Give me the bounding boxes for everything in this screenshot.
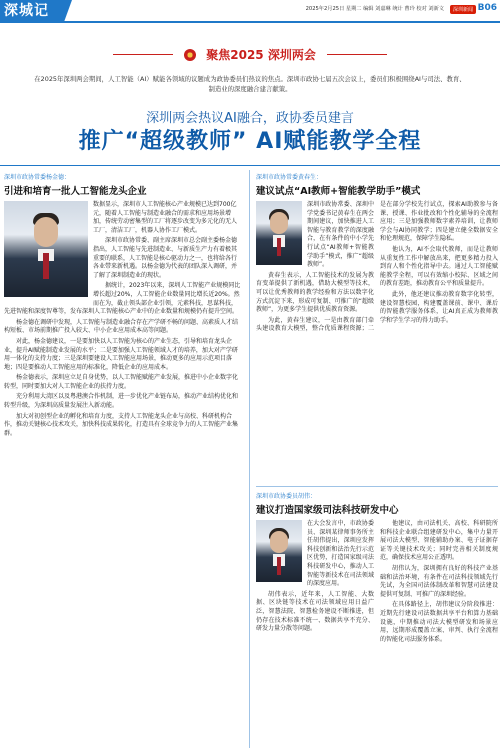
- masthead: [0, 0, 500, 22]
- intro-paragraph: 在2025年深圳两会期间，人工智能（AI）赋能各领域的议题成为政协委员们热议的焦点。深圳市政协七届五次会议上，委员们积极围绕AI与司法、教育、制造业的深度融合建言献策。: [34, 75, 466, 93]
- topic-label: 聚焦2025 深圳两会: [206, 48, 316, 62]
- article-title: 建议试点“AI教师+智能教学助手”模式: [256, 186, 421, 197]
- article-right-bottom: [256, 486, 498, 748]
- paragraph: 数据显示，深圳市人工智能核心产业规模已达到700亿元，随着人工智能与制造业融合的需求和应用场景增加，传统劳动密集型的工厂将逐步改变为多元化的无人工厂，清洁工厂，机器人协作工厂模式。: [93, 201, 238, 234]
- paragraph: 加大对初创型企业的孵化和培育力度，支持人工智能龙头企业与高校、科研机构合作，推动关键核心技术攻关，加快科技成果转化，打造具有全球竞争力的人工智能产业集群。: [4, 412, 239, 437]
- emblem-icon: [184, 49, 196, 61]
- paragraph: 深圳市政协常委、副主席深圳市总会副主委杨金德指出，人工智能与先进制造业、与新质生产力有着极其重要的联系，人工智能是核心驱动力之一，也将给各行各业带来新机遇。以杨金德为代表的团队深入调研，并了解了深圳制造业的现状。: [93, 237, 238, 279]
- paragraph: 黄春生表示，人工智能技术的发展为教育变革提供了新机遇，借助大模型等技术，可以让优秀教师的教学经验和方法以数字化方式沉淀下来，形成可复制、可推广的“超级教师”，为更多学生提供优质教育资源。: [256, 271, 374, 314]
- paragraph: 杨金德在调研中发现，人工智能与制造业融合存在产学研不畅的问题、高素质人才结构短板、市场前期推广投入较大、中小企业应用成本高等问题。: [4, 318, 239, 335]
- photo-face: [34, 217, 58, 247]
- photo-face: [270, 531, 288, 553]
- photo-tie: [277, 238, 281, 256]
- topic-deco-right: [327, 54, 387, 55]
- article-byline: 深圳市政协委员胡伟：: [256, 493, 317, 500]
- paragraph: 为此，黄春生建议，一是由教育部门牵头建设教育大模型，整合优质课程资源；二是在部分学校先行试点，探索AI助教参与备课、授课、作业批改和个性化辅导的全流程应用；三是加强教师数字素养培训，让教师学会与AI协同教学；四是建立健全数据安全和伦理规范，保障学生隐私。: [256, 201, 498, 333]
- edition-badge: 深圳新闻: [450, 5, 476, 14]
- article-right-top: [256, 172, 498, 476]
- photo-tie: [277, 557, 281, 575]
- article-title: 建议打造国家级司法科技研发中心: [256, 505, 399, 516]
- article-body: [256, 520, 498, 644]
- masthead-rule: [0, 21, 500, 23]
- paragraph: 他建议，由司法机关、高校、科研院所和科技企业联合组建研发中心，集中力量开展司法大模型、智能辅助办案、电子证据存证等关键技术攻关；同时完善相关制度规范，确保技术应用公正透明。: [380, 520, 498, 562]
- paragraph: 在大会发言中，市政协委员、深圳某律师事务所主任胡伟提出，深圳应发挥科技创新和法治先行示范区优势，打造国家级司法科技研发中心，推动人工智能等新技术在司法领域的深度应用。: [307, 520, 374, 588]
- headline-main: 推广“超级教师” AI赋能教学全程: [78, 129, 422, 154]
- paragraph: 深圳市政协常委、深圳中学党委书记黄春生在两会期间建议，加快推进人工智能与教育教学的深度融合，在有条件的中小学先行试点“AI教师+智能教学助手”模式，推广“超级教师”。: [307, 201, 374, 269]
- portrait-photo: [256, 201, 302, 265]
- article-left: [4, 172, 242, 748]
- topic-banner: [0, 44, 500, 63]
- photo-tie: [43, 253, 49, 279]
- photo-face: [270, 212, 288, 234]
- portrait-photo: [4, 201, 88, 297]
- article-title: 引进和培育一批人工智能龙头企业: [4, 186, 147, 197]
- page-number: B06: [477, 3, 497, 13]
- paragraph: 此外，他还建议推动教育数字化转型，建设智慧校园，构建覆盖课前、课中、课后的智能教学服务体系，让AI真正成为教师教学和学生学习的得力助手。: [380, 290, 498, 324]
- section-brand: 深城记: [0, 0, 64, 22]
- article-byline: 深圳市政协常委杨金德：: [4, 174, 71, 181]
- paragraph: 他认为，AI不会取代教师，而是让教师从重复性工作中解放出来，把更多精力投入到育人和个性化指导中去。通过人工智能赋能教学全程，可以有效缩小校际、区域之间的教育差距，推动教育公平和质量提升。: [380, 245, 498, 288]
- paragraph: 杨金德表示，深圳应立足自身优势，以人工智能赋能产业发展，推进中小企业数字化转型，同时要加大对人工智能企业的扶持力度。: [4, 374, 239, 390]
- article-byline: 深圳市政协常委黄春生：: [256, 174, 323, 181]
- topic-deco-left: [113, 54, 173, 55]
- paragraph: 在具体路径上，胡伟建议分阶段推进：近期先行建设司法数据共享平台和算力基础设施，中期推动司法大模型研发和场景应用，远期形成覆盖立案、审判、执行全流程的智能化司法服务体系。: [380, 601, 498, 643]
- column-divider: [249, 170, 250, 748]
- portrait-photo: [256, 520, 302, 582]
- section-divider: [0, 165, 500, 166]
- article-body: [256, 201, 498, 334]
- paragraph: 充分利用大湾区以及粤港澳合作机制，进一步优化产业链布局，推动产业结构优化和转型升级，为深圳高质量发展注入新动能。: [4, 393, 239, 410]
- paragraph: 据统计，2023年以来，深圳人工智能产业规模同比增长超过20%，人工智能企业数量同比增长近20%。然而在为，截止领头部企业引领，元素科技，思谋科技，先进智能和深度智尊等，发布深圳人工智能核心产业中的企业数量和规模仍有提升空间。: [4, 282, 241, 316]
- paragraph: 胡伟表示，近年来，人工智能、大数据、区块链等技术在司法领域应用日益广泛，智慧法院、智慧检务建设不断推进，但仍存在技术标准不统一、数据共享不充分、研发力量分散等问题。: [256, 590, 374, 633]
- paragraph: 对此，杨金德建议，一是要加快以人工智能为核心的产业生态，引导和培育龙头企业，提升AI赋能制造业发展的水平；二是要加强人工智能领域人才的培养，加大对产学研用一体化的支持力度；三是深圳要建设人工智能应用场景，推动更多的应用示范项目落地；四是要推动人工智能应用的标准化，降低企业的应用成本。: [4, 337, 238, 371]
- date-line: 2025年2月25日 星期二 编辑 刘嘉琳 统计 曹玲 校对 刘新文: [305, 6, 444, 12]
- paragraph: 胡伟认为，深圳拥有良好的科技产业基础和法治环境，有条件在司法科技领域先行先试，为全国司法体制改革和智慧司法建设提供可复制、可推广的深圳经验。: [380, 564, 498, 598]
- headline-sub: 深圳两会热议AI融合，政协委员建言: [146, 111, 354, 126]
